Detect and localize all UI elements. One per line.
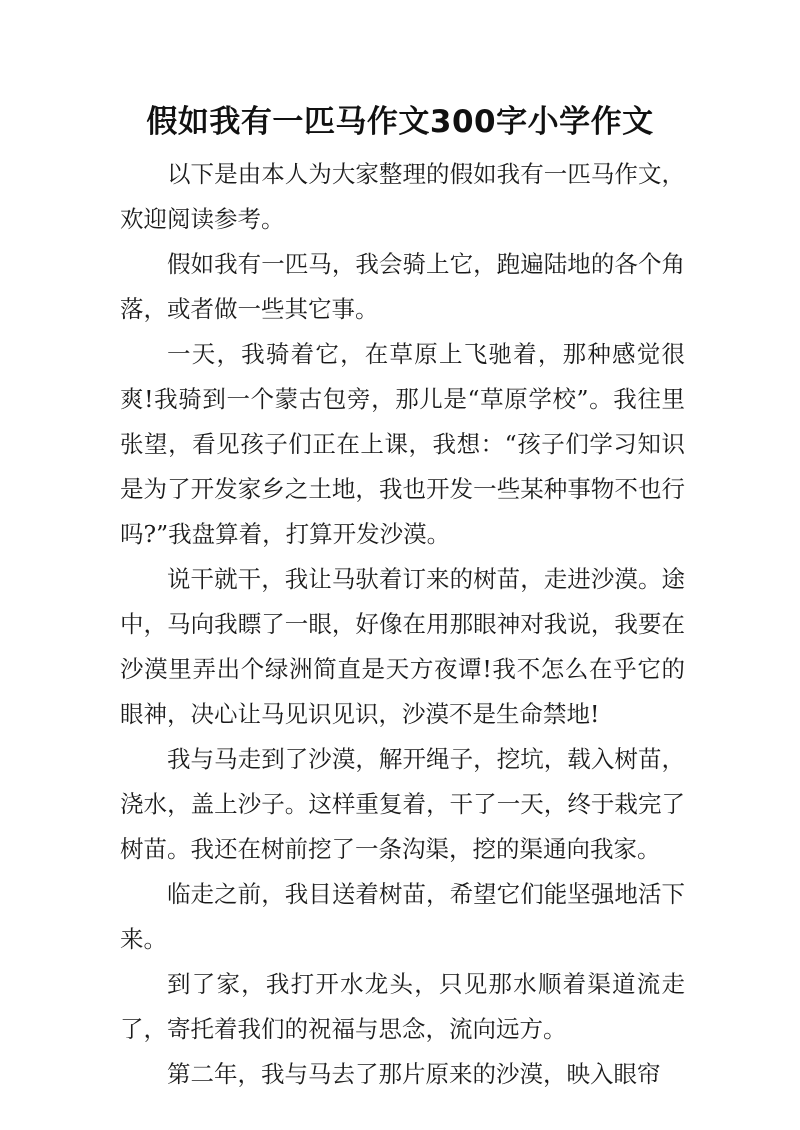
paragraph-2: 假如我有一匹马，我会骑上它，跑遍陆地的各个角落，或者做一些其它事。: [120, 250, 685, 323]
paragraph-4: 说干就干，我让马驮着订来的树苗，走进沙漠。途中，马向我瞟了一眼，好像在用那眼神对我说，我要在沙漠里弄出个绿洲简直是天方夜谭!我不怎么在乎它的眼神，决心让马见识见识，沙漠不是生命禁地!: [120, 565, 685, 728]
paragraph-5: 我与马走到了沙漠，解开绳子，挖坑，载入树苗，浇水，盖上沙子。这样重复着，干了一天，终于栽完了树苗。我还在树前挖了一条沟渠，挖的渠通向我家。: [120, 745, 685, 863]
document-body: [120, 152, 685, 1097]
paragraph-1: 以下是由本人为大家整理的假如我有一匹马作文，欢迎阅读参考。: [120, 160, 685, 233]
paragraph-3: 一天，我骑着它，在草原上飞驰着，那种感觉很爽!我骑到一个蒙古包旁，那儿是“草原学校”。我往里张望，看见孩子们正在上课，我想：“孩子们学习知识是为了开发家乡之土地，我也开发一些某种事物不也行吗?”我盘算着，打算开发沙漠。: [120, 340, 685, 548]
document-title: 假如我有一匹马作文300字小学作文: [146, 104, 654, 140]
paragraph-6: 临走之前，我目送着树苗，希望它们能坚强地活下来。: [120, 880, 685, 953]
paragraph-8: 第二年，我与马去了那片原来的沙漠，映入眼帘: [167, 1060, 661, 1088]
paragraph-7: 到了家，我打开水龙头，只见那水顺着渠道流走了，寄托着我们的祝福与思念，流向远方。: [120, 970, 685, 1043]
